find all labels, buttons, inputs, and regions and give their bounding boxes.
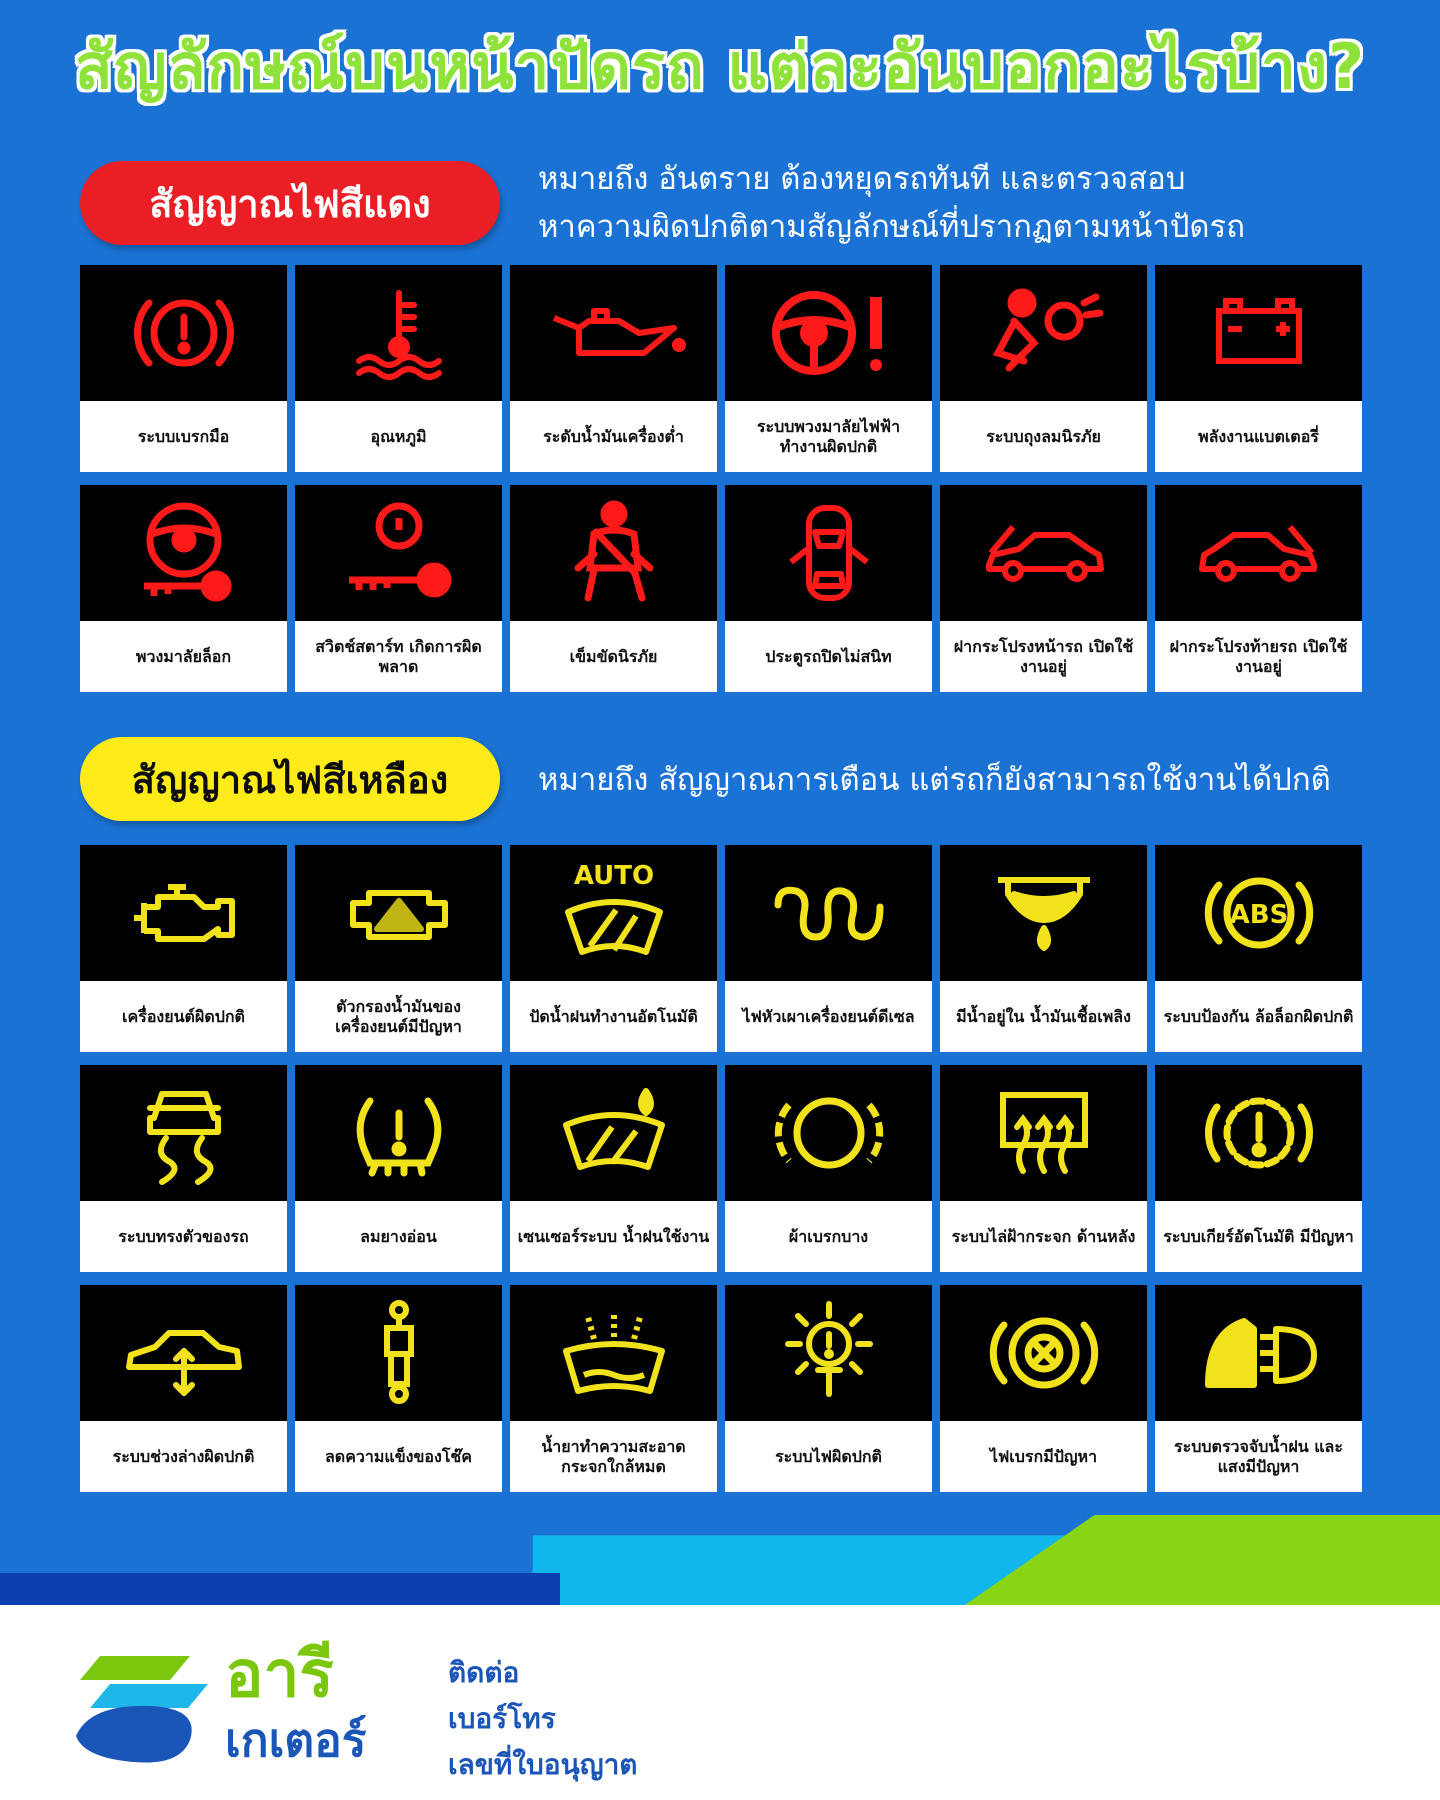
warning-label: ลมยางอ่อน <box>295 1201 502 1272</box>
warning-label: อุณหภูมิ <box>295 401 502 472</box>
red-signal-pill: สัญญาณไฟสีแดง <box>80 161 500 245</box>
warning-card <box>80 1285 287 1492</box>
steering-lock-icon <box>80 485 287 621</box>
warning-label: ไฟหัวเผาเครื่องยนต์ดีเซล <box>725 981 932 1052</box>
warning-label: ผ้าเบรกบาง <box>725 1201 932 1272</box>
glow-plug-icon <box>725 845 932 981</box>
warning-label: พวงมาลัยล็อก <box>80 621 287 692</box>
suspension-icon <box>80 1285 287 1421</box>
warning-label: ระบบช่วงล่างผิดปกติ <box>80 1421 287 1492</box>
hood-open-icon <box>940 485 1147 621</box>
warning-label: ระดับน้ำมันเครื่องต่ำ <box>510 401 717 472</box>
warning-label: ระบบตรวจจับน้ำฝน และแสงมีปัญหา <box>1155 1421 1362 1492</box>
headlight-sensor-icon <box>1155 1285 1362 1421</box>
contact-line: เบอร์โทร <box>448 1702 556 1735</box>
check-engine-icon <box>80 845 287 981</box>
warning-label: เซนเซอร์ระบบ น้ำฝนใช้งาน <box>510 1201 717 1272</box>
warning-card <box>1155 1065 1362 1272</box>
warning-label: ระบบเกียร์อัตโนมัติ มีปัญหา <box>1155 1201 1362 1272</box>
traction-control-icon <box>80 1065 287 1201</box>
warning-label: ไฟเบรกมีปัญหา <box>940 1421 1147 1492</box>
battery-icon <box>1155 265 1362 401</box>
brand-name: อารี <box>225 1638 334 1712</box>
warning-label: พลังงานแบตเตอรี่ <box>1155 401 1362 472</box>
yellow-icon-grid <box>80 845 1362 1492</box>
parking-brake-icon <box>80 265 287 401</box>
warning-card <box>80 845 287 1052</box>
warning-card <box>725 265 932 472</box>
warning-label: เข็มขัดนิรภัย <box>510 621 717 692</box>
red-icon-grid <box>80 265 1362 692</box>
warning-card <box>510 485 717 692</box>
warning-card <box>725 845 932 1052</box>
warning-card <box>295 265 502 472</box>
warning-card <box>295 1285 502 1492</box>
warning-label: ประตูรถปิดไม่สนิท <box>725 621 932 692</box>
auto-wiper-icon <box>510 845 717 981</box>
warning-card <box>295 1065 502 1272</box>
warning-card <box>510 265 717 472</box>
warning-label: ระบบทรงตัวของรถ <box>80 1201 287 1272</box>
warning-label: ระบบไฟผิดปกติ <box>725 1421 932 1492</box>
red-description <box>538 155 1245 251</box>
key-icon <box>295 485 502 621</box>
warning-label: ลดความแข็งของโช๊ค <box>295 1421 502 1492</box>
warning-card <box>940 485 1147 692</box>
warning-label: น้ำยาทำความสะอาด กระจกใกล้หมด <box>510 1421 717 1492</box>
yellow-description <box>538 756 1331 804</box>
contact-line: ติดต่อ <box>448 1656 520 1689</box>
warning-card <box>80 1065 287 1272</box>
warning-card <box>1155 1285 1362 1492</box>
yellow-signal-pill: สัญญาณไฟสีเหลือง <box>80 737 500 821</box>
warning-card <box>1155 265 1362 472</box>
warning-card <box>940 845 1147 1052</box>
door-open-icon <box>725 485 932 621</box>
brand-subname: เกเตอร์ <box>225 1713 367 1767</box>
page-title: สัญลักษณ์บนหน้าปัดรถ แต่ละอันบอกอะไรบ้าง? <box>74 30 1366 103</box>
warning-card <box>725 485 932 692</box>
warning-label: ระบบไล่ฝ้ากระจก ด้านหลัง <box>940 1201 1147 1272</box>
lamp-fault-icon <box>725 1285 932 1421</box>
warning-card <box>295 845 502 1052</box>
red-description-line: หมายถึง อันตราย ต้องหยุดรถทันที และตรวจสอบ <box>538 161 1186 197</box>
warning-card <box>725 1285 932 1492</box>
warning-card <box>80 485 287 692</box>
decor-stripe-navy <box>0 1573 560 1605</box>
warning-card <box>940 1065 1147 1272</box>
warning-card <box>510 845 717 1052</box>
yellow-description-line: หมายถึง สัญญาณการเตือน แต่รถก็ยังสามารถใช้งานได้ปกติ <box>538 762 1331 798</box>
warning-card <box>940 1285 1147 1492</box>
abs-icon <box>1155 845 1362 981</box>
warning-card <box>1155 845 1362 1052</box>
warning-label: ระบบถุงลมนิรภัย <box>940 401 1147 472</box>
coolant-temperature-icon <box>295 265 502 401</box>
seatbelt-icon <box>510 485 717 621</box>
auto-text: AUTO <box>573 861 654 891</box>
contact-info <box>448 1650 638 1788</box>
oil-filter-icon <box>295 845 502 981</box>
brand-logo-icon <box>70 1650 220 1770</box>
warning-label: มีน้ำอยู่ใน น้ำมันเชื้อเพลิง <box>940 981 1147 1052</box>
oil-can-icon <box>510 265 717 401</box>
shock-absorber-icon <box>295 1285 502 1421</box>
water-in-fuel-icon <box>940 845 1147 981</box>
abs-text: ABS <box>1229 900 1288 930</box>
warning-label: ปัดน้ำฝนทำงานอัตโนมัติ <box>510 981 717 1052</box>
warning-card <box>940 265 1147 472</box>
power-steering-icon <box>725 265 932 401</box>
transmission-warning-icon <box>1155 1065 1362 1201</box>
rear-defrost-icon <box>940 1065 1147 1201</box>
airbag-icon <box>940 265 1147 401</box>
contact-line: เลขที่ใบอนุญาต <box>448 1748 638 1781</box>
trunk-open-icon <box>1155 485 1362 621</box>
warning-label: ฝากระโปรงหน้ารถ เปิดใช้งานอยู่ <box>940 621 1147 692</box>
warning-card <box>510 1065 717 1272</box>
warning-label: ระบบเบรกมือ <box>80 401 287 472</box>
warning-card <box>295 485 502 692</box>
warning-label: ระบบพวงมาลัยไฟฟ้า ทำงานผิดปกติ <box>725 401 932 472</box>
tire-pressure-icon <box>295 1065 502 1201</box>
red-description-line: หาความผิดปกติตามสัญลักษณ์ที่ปรากฏตามหน้าปัดรถ <box>538 209 1245 245</box>
warning-card <box>725 1065 932 1272</box>
warning-card <box>510 1285 717 1492</box>
warning-label: ฝากระโปรงท้ายรถ เปิดใช้งานอยู่ <box>1155 621 1362 692</box>
rain-sensor-icon <box>510 1065 717 1201</box>
brake-pad-icon <box>725 1065 932 1201</box>
washer-fluid-icon <box>510 1285 717 1421</box>
brake-warning-icon <box>940 1285 1147 1421</box>
warning-label: ตัวกรองน้ำมันของ เครื่องยนต์มีปัญหา <box>295 981 502 1052</box>
warning-card <box>1155 485 1362 692</box>
warning-card <box>80 265 287 472</box>
warning-label: ระบบป้องกัน ล้อล็อกผิดปกติ <box>1155 981 1362 1052</box>
warning-label: สวิตช์สตาร์ท เกิดการผิดพลาด <box>295 621 502 692</box>
warning-label: เครื่องยนต์ผิดปกติ <box>80 981 287 1052</box>
